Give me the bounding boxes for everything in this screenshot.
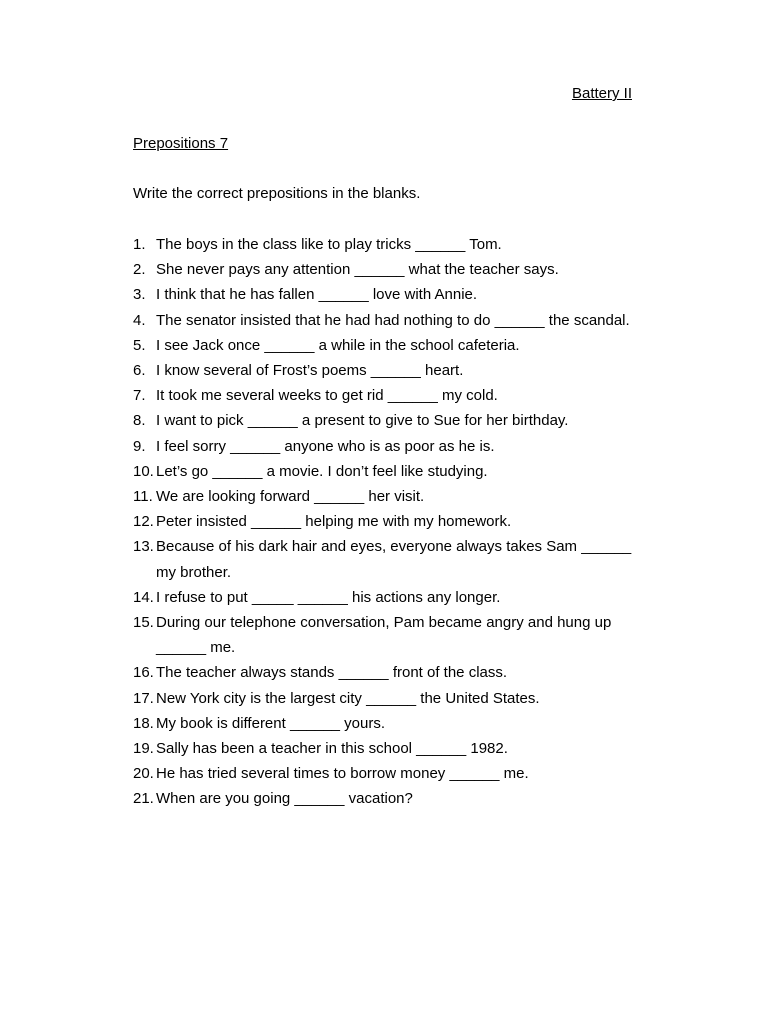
question-item xyxy=(133,308,653,333)
question-number: 8. xyxy=(133,412,146,430)
question-item xyxy=(133,408,653,433)
question-item xyxy=(133,282,653,307)
question-number: 4. xyxy=(133,311,146,329)
question-item xyxy=(133,383,653,408)
question-text: I think that he has fallen ______ love with Annie. xyxy=(156,286,478,304)
question-number: 19. xyxy=(133,740,154,758)
question-number: 13. xyxy=(133,538,154,556)
question-text: The boys in the class like to play tricks ______ Tom. xyxy=(156,236,502,253)
question-text: I know several of Frost’s poems ______ heart. xyxy=(156,362,464,380)
question-text: I see Jack once ______ a while in the school cafeteria. xyxy=(156,336,520,354)
question-number: 20. xyxy=(133,765,154,783)
question-number: 7. xyxy=(133,387,146,405)
question-item xyxy=(133,434,653,459)
question-text: He has tried several times to borrow money ______ me. xyxy=(156,765,529,783)
question-text: I feel sorry ______ anyone who is as poor as he is. xyxy=(156,437,495,455)
page-title: Prepositions 7 xyxy=(133,135,229,152)
question-text: I refuse to put _____ ______ his actions any longer. xyxy=(156,588,501,606)
question-number: 11. xyxy=(133,488,153,506)
instructions-text: Write the correct prepositions in the blanks. xyxy=(133,185,421,202)
question-item xyxy=(133,333,653,358)
question-list xyxy=(133,232,653,812)
question-item xyxy=(133,484,653,509)
question-text: New York city is the largest city ______ the United States. xyxy=(156,689,540,707)
question-text: Sally has been a teacher in this school ______ 1982. xyxy=(156,740,508,758)
question-text: I want to pick ______ a present to give to Sue for her birthday. xyxy=(156,412,569,430)
question-number: 2. xyxy=(133,261,146,279)
question-text: The senator insisted that he had had nothing to do ______ the scandal. xyxy=(156,311,630,329)
question-text: Let’s go ______ a movie. I don’t feel like studying. xyxy=(156,462,488,480)
question-item xyxy=(133,534,653,584)
question-text: During our telephone conversation, Pam became angry and hung up ______ me. xyxy=(156,614,612,657)
question-number: 5. xyxy=(133,336,146,354)
question-item xyxy=(133,509,653,534)
question-text: Because of his dark hair and eyes, everyone always takes Sam ______ my brother. xyxy=(156,538,632,581)
question-item xyxy=(133,786,653,811)
question-item xyxy=(133,736,653,761)
question-item xyxy=(133,257,653,282)
question-number: 17. xyxy=(133,689,154,707)
battery-heading: Battery II xyxy=(571,85,632,102)
question-item xyxy=(133,660,653,685)
question-number: 3. xyxy=(133,286,146,304)
question-text: We are looking forward ______ her visit. xyxy=(156,488,425,506)
question-item xyxy=(133,358,653,383)
question-number: 12. xyxy=(133,513,154,531)
question-text: Peter insisted ______ helping me with my homework. xyxy=(156,513,512,531)
question-text: When are you going ______ vacation? xyxy=(156,790,413,808)
question-number: 10. xyxy=(133,462,154,480)
question-item xyxy=(133,459,653,484)
question-item xyxy=(133,585,653,610)
question-item xyxy=(133,686,653,711)
question-number: 1. xyxy=(133,236,146,253)
question-number: 15. xyxy=(133,614,154,632)
question-number: 16. xyxy=(133,664,154,682)
question-number: 18. xyxy=(133,714,154,732)
question-number: 9. xyxy=(133,437,146,455)
question-number: 6. xyxy=(133,362,146,380)
question-text: She never pays any attention ______ what the teacher says. xyxy=(156,261,559,279)
question-item xyxy=(133,610,653,660)
question-text: The teacher always stands ______ front of the class. xyxy=(156,664,508,682)
question-number: 21. xyxy=(133,790,154,808)
question-number: 14. xyxy=(133,588,154,606)
question-item xyxy=(133,232,653,257)
question-item xyxy=(133,711,653,736)
question-text: It took me several weeks to get rid ______ my cold. xyxy=(156,387,498,405)
question-text: My book is different ______ yours. xyxy=(156,714,386,732)
question-item xyxy=(133,761,653,786)
